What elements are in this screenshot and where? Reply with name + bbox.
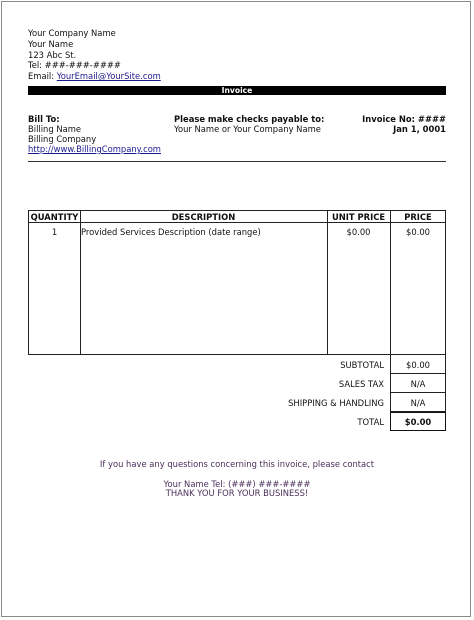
header-divider [29, 222, 445, 223]
billing-name: Billing Name [28, 124, 82, 134]
company-email [28, 71, 161, 82]
email-link[interactable]: YourEmail@YourSite.com [56, 71, 161, 82]
email-label: Email: [28, 71, 55, 82]
total-label: TOTAL [357, 417, 384, 427]
header-price: PRICE [404, 212, 432, 222]
tel-value: ###-###-#### [44, 60, 121, 71]
sales-tax-value: N/A [410, 379, 426, 389]
footer-contact: Your Name Tel: (###) ###-#### [163, 479, 311, 489]
bill-to-block [28, 114, 161, 154]
billing-url-link[interactable]: http://www.BillingCompany.com [28, 144, 161, 154]
subtotal-value: $0.00 [406, 360, 430, 370]
subtotal-label: SUBTOTAL [340, 360, 384, 370]
invoice-date: Jan 1, 0001 [393, 124, 446, 134]
company-name: Your Company Name [28, 28, 116, 38]
row-price: $0.00 [406, 227, 430, 237]
company-person: Your Name [28, 38, 74, 49]
header-quantity: QUANTITY [30, 212, 79, 222]
footer-thanks: THANK YOU FOR YOUR BUSINESS! [165, 488, 309, 498]
tel-label: Tel: [28, 60, 42, 71]
payable-block [174, 114, 324, 134]
header-unit-price: UNIT PRICE [331, 212, 386, 222]
bill-to-label: Bill To: [28, 114, 60, 124]
total-value: $0.00 [404, 417, 432, 427]
payable-value: Your Name or Your Company Name [174, 124, 321, 134]
row-unit-price: $0.00 [346, 227, 371, 237]
row-description: Provided Services Description (date range) [81, 227, 261, 237]
company-tel [28, 60, 161, 71]
sales-tax-label: SALES TAX [338, 379, 384, 389]
line-items-table [28, 210, 446, 355]
footer-question: If you have any questions concerning this invoice, please contact [99, 459, 375, 469]
shipping-value: N/A [410, 398, 426, 408]
header-description: DESCRIPTION [171, 212, 236, 222]
payable-label: Please make checks payable to: [174, 114, 325, 124]
shipping-label: SHIPPING & HANDLING [288, 398, 384, 408]
invoice-meta [362, 114, 446, 134]
invoice-number: Invoice No: #### [362, 114, 446, 124]
company-info [28, 28, 161, 82]
company-address: 123 Abc St. [28, 49, 77, 60]
invoice-title-bar: Invoice [28, 86, 446, 95]
divider-line [28, 161, 446, 162]
billing-company: Billing Company [28, 134, 97, 144]
row-quantity: 1 [51, 227, 58, 237]
